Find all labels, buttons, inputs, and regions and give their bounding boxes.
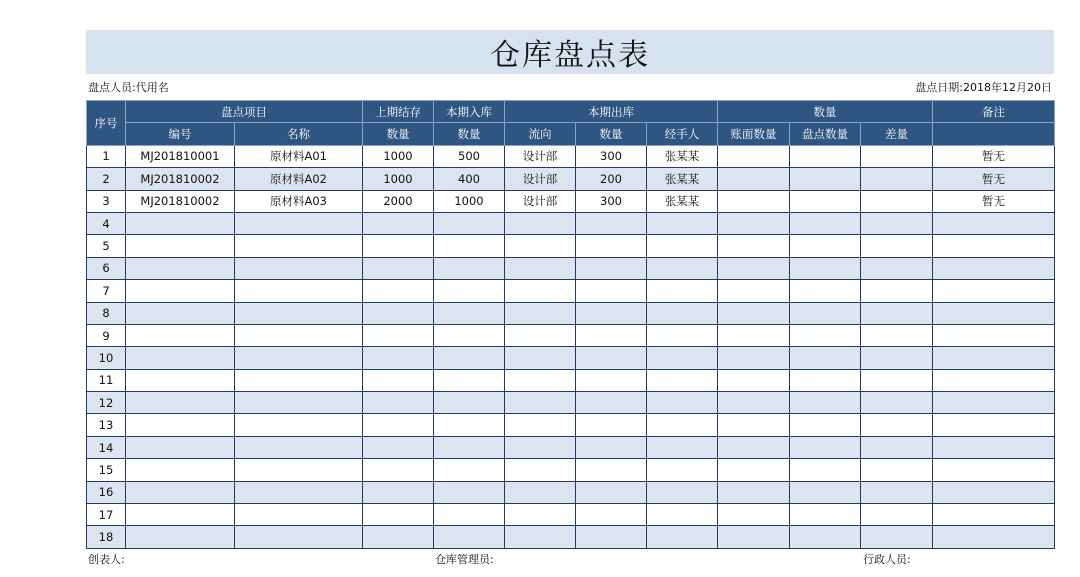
cell-code[interactable] (126, 302, 235, 324)
cell-name[interactable] (235, 324, 363, 346)
table-row (87, 459, 1055, 481)
cell-code[interactable]: MJ201810001 (126, 145, 235, 167)
cell-code[interactable] (126, 481, 235, 503)
table-row (87, 168, 1055, 190)
cell-out[interactable] (576, 526, 647, 548)
cell-diff[interactable] (861, 414, 933, 436)
cell-out[interactable] (576, 414, 647, 436)
cell-flow[interactable] (505, 414, 576, 436)
cell-prev[interactable] (363, 369, 434, 391)
header-diff: 差量 (861, 123, 933, 145)
cell-flow[interactable]: 设计部 (505, 190, 576, 212)
table-row (87, 324, 1055, 346)
creator-label: 创表人: (88, 553, 125, 566)
header-group-note: 备注 (933, 101, 1055, 123)
cell-note[interactable] (933, 481, 1055, 503)
cell-count[interactable] (790, 526, 861, 548)
cell-prev[interactable] (363, 302, 434, 324)
cell-count[interactable] (790, 324, 861, 346)
cell-in[interactable] (434, 526, 505, 548)
cell-count[interactable] (790, 436, 861, 458)
cell-seq[interactable]: 5 (87, 235, 126, 257)
cell-book[interactable] (718, 145, 790, 167)
cell-book[interactable] (718, 257, 790, 279)
cell-diff[interactable] (861, 145, 933, 167)
cell-in[interactable] (434, 392, 505, 414)
date-info (915, 79, 1052, 95)
cell-out[interactable] (576, 212, 647, 234)
cell-out[interactable] (576, 369, 647, 391)
cell-diff[interactable] (861, 235, 933, 257)
cell-note[interactable] (933, 235, 1055, 257)
cell-flow[interactable] (505, 504, 576, 526)
cell-book[interactable] (718, 302, 790, 324)
cell-flow[interactable] (505, 481, 576, 503)
cell-prev[interactable] (363, 504, 434, 526)
cell-note[interactable]: 暂无 (933, 145, 1055, 167)
cell-name[interactable]: 原材料A03 (235, 190, 363, 212)
cell-count[interactable] (790, 302, 861, 324)
cell-name[interactable] (235, 369, 363, 391)
cell-diff[interactable] (861, 190, 933, 212)
cell-book[interactable] (718, 168, 790, 190)
cell-flow[interactable] (505, 235, 576, 257)
cell-note[interactable]: 暂无 (933, 168, 1055, 190)
cell-seq[interactable]: 3 (87, 190, 126, 212)
cell-note[interactable] (933, 459, 1055, 481)
inventory-sheet (86, 30, 1054, 549)
meta-row (86, 74, 1054, 100)
cell-name[interactable] (235, 504, 363, 526)
cell-handler[interactable] (647, 347, 718, 369)
cell-in[interactable] (434, 436, 505, 458)
cell-diff[interactable] (861, 302, 933, 324)
cell-prev[interactable] (363, 414, 434, 436)
table-row (87, 414, 1055, 436)
cell-seq[interactable]: 8 (87, 302, 126, 324)
cell-out[interactable] (576, 392, 647, 414)
cell-count[interactable] (790, 347, 861, 369)
cell-prev[interactable] (363, 212, 434, 234)
cell-code[interactable] (126, 280, 235, 302)
cell-seq[interactable]: 15 (87, 459, 126, 481)
cell-in[interactable] (434, 459, 505, 481)
cell-count[interactable] (790, 504, 861, 526)
header-group-out: 本期出库 (505, 101, 718, 123)
cell-book[interactable] (718, 324, 790, 346)
cell-seq[interactable]: 6 (87, 257, 126, 279)
cell-diff[interactable] (861, 459, 933, 481)
cell-out[interactable] (576, 481, 647, 503)
header-note-empty (933, 123, 1055, 145)
cell-in[interactable] (434, 257, 505, 279)
cell-note[interactable] (933, 369, 1055, 391)
cell-handler[interactable] (647, 257, 718, 279)
cell-out[interactable] (576, 436, 647, 458)
header-group-item: 盘点项目 (126, 101, 363, 123)
cell-out[interactable] (576, 459, 647, 481)
cell-prev[interactable]: 2000 (363, 190, 434, 212)
cell-out[interactable] (576, 302, 647, 324)
cell-prev[interactable] (363, 347, 434, 369)
cell-flow[interactable] (505, 302, 576, 324)
cell-seq[interactable]: 10 (87, 347, 126, 369)
cell-name[interactable] (235, 280, 363, 302)
cell-out[interactable] (576, 504, 647, 526)
cell-code[interactable]: MJ201810002 (126, 190, 235, 212)
cell-book[interactable] (718, 414, 790, 436)
cell-out[interactable]: 200 (576, 168, 647, 190)
cell-count[interactable] (790, 168, 861, 190)
table-row (87, 392, 1055, 414)
cell-flow[interactable] (505, 280, 576, 302)
table-row (87, 369, 1055, 391)
cell-in[interactable] (434, 414, 505, 436)
cell-code[interactable] (126, 436, 235, 458)
cell-note[interactable]: 暂无 (933, 190, 1055, 212)
cell-flow[interactable]: 设计部 (505, 145, 576, 167)
cell-note[interactable] (933, 347, 1055, 369)
cell-in[interactable] (434, 481, 505, 503)
cell-flow[interactable] (505, 459, 576, 481)
header-in-qty: 数量 (434, 123, 505, 145)
cell-count[interactable] (790, 392, 861, 414)
cell-name[interactable] (235, 212, 363, 234)
inspector-label: 盘点人员: (88, 81, 136, 94)
cell-out[interactable] (576, 347, 647, 369)
header-out-qty: 数量 (576, 123, 647, 145)
cell-in[interactable]: 1000 (434, 190, 505, 212)
table-row (87, 235, 1055, 257)
cell-in[interactable] (434, 302, 505, 324)
table-row (87, 190, 1055, 212)
header-flow: 流向 (505, 123, 576, 145)
cell-in[interactable] (434, 212, 505, 234)
cell-out[interactable] (576, 257, 647, 279)
cell-book[interactable] (718, 504, 790, 526)
header-name: 名称 (235, 123, 363, 145)
cell-diff[interactable] (861, 504, 933, 526)
cell-handler[interactable] (647, 436, 718, 458)
cell-flow[interactable] (505, 212, 576, 234)
cell-count[interactable] (790, 235, 861, 257)
cell-note[interactable] (933, 526, 1055, 548)
cell-book[interactable] (718, 347, 790, 369)
cell-diff[interactable] (861, 212, 933, 234)
cell-seq[interactable]: 18 (87, 526, 126, 548)
cell-note[interactable] (933, 212, 1055, 234)
cell-handler[interactable]: 张某某 (647, 145, 718, 167)
cell-prev[interactable] (363, 436, 434, 458)
table-row (87, 212, 1055, 234)
cell-in[interactable] (434, 369, 505, 391)
inspector-value: 代用名 (135, 81, 169, 94)
header-code: 编号 (126, 123, 235, 145)
cell-handler[interactable]: 张某某 (647, 190, 718, 212)
cell-out[interactable] (576, 280, 647, 302)
cell-code[interactable] (126, 504, 235, 526)
cell-code[interactable] (126, 235, 235, 257)
sheet-title-bar (86, 30, 1054, 74)
cell-in[interactable] (434, 504, 505, 526)
cell-flow[interactable] (505, 392, 576, 414)
cell-handler[interactable] (647, 481, 718, 503)
cell-name[interactable] (235, 392, 363, 414)
cell-name[interactable] (235, 459, 363, 481)
table-row (87, 347, 1055, 369)
cell-book[interactable] (718, 526, 790, 548)
header-group-prev: 上期结存 (363, 101, 434, 123)
cell-handler[interactable]: 张某某 (647, 168, 718, 190)
cell-in[interactable]: 400 (434, 168, 505, 190)
cell-diff[interactable] (861, 369, 933, 391)
cell-diff[interactable] (861, 392, 933, 414)
header-group-in: 本期入库 (434, 101, 505, 123)
cell-handler[interactable] (647, 392, 718, 414)
table-row (87, 526, 1055, 548)
cell-flow[interactable] (505, 369, 576, 391)
cell-prev[interactable] (363, 526, 434, 548)
table-row (87, 257, 1055, 279)
cell-prev[interactable]: 1000 (363, 145, 434, 167)
admin-label: 行政人员: (863, 553, 911, 566)
cell-name[interactable]: 原材料A02 (235, 168, 363, 190)
cell-seq[interactable]: 11 (87, 369, 126, 391)
cell-diff[interactable] (861, 481, 933, 503)
header-seq: 序号 (87, 101, 126, 146)
cell-count[interactable] (790, 257, 861, 279)
cell-diff[interactable] (861, 168, 933, 190)
cell-handler[interactable] (647, 526, 718, 548)
cell-name[interactable] (235, 235, 363, 257)
cell-note[interactable] (933, 436, 1055, 458)
table-row (87, 145, 1055, 167)
cell-seq[interactable]: 16 (87, 481, 126, 503)
cell-seq[interactable]: 14 (87, 436, 126, 458)
cell-seq[interactable]: 1 (87, 145, 126, 167)
cell-code[interactable] (126, 526, 235, 548)
cell-count[interactable] (790, 212, 861, 234)
header-count-qty: 盘点数量 (790, 123, 861, 145)
cell-count[interactable] (790, 369, 861, 391)
table-row (87, 302, 1055, 324)
cell-seq[interactable]: 9 (87, 324, 126, 346)
cell-seq[interactable]: 13 (87, 414, 126, 436)
cell-prev[interactable] (363, 257, 434, 279)
cell-in[interactable] (434, 347, 505, 369)
cell-book[interactable] (718, 459, 790, 481)
cell-note[interactable] (933, 302, 1055, 324)
cell-prev[interactable] (363, 324, 434, 346)
cell-seq[interactable]: 12 (87, 392, 126, 414)
table-row (87, 504, 1055, 526)
cell-code[interactable] (126, 369, 235, 391)
cell-name[interactable] (235, 302, 363, 324)
cell-seq[interactable]: 7 (87, 280, 126, 302)
cell-book[interactable] (718, 190, 790, 212)
table-row (87, 481, 1055, 503)
cell-diff[interactable] (861, 280, 933, 302)
cell-count[interactable] (790, 280, 861, 302)
cell-book[interactable] (718, 436, 790, 458)
cell-prev[interactable] (363, 280, 434, 302)
cell-in[interactable] (434, 235, 505, 257)
cell-code[interactable] (126, 212, 235, 234)
cell-name[interactable] (235, 481, 363, 503)
cell-diff[interactable] (861, 257, 933, 279)
cell-flow[interactable] (505, 347, 576, 369)
header-group-qty: 数量 (718, 101, 933, 123)
cell-handler[interactable] (647, 504, 718, 526)
cell-name[interactable] (235, 436, 363, 458)
cell-note[interactable] (933, 392, 1055, 414)
cell-note[interactable] (933, 324, 1055, 346)
cell-seq[interactable]: 4 (87, 212, 126, 234)
cell-handler[interactable] (647, 414, 718, 436)
cell-name[interactable] (235, 414, 363, 436)
cell-code[interactable] (126, 414, 235, 436)
signature-footer (88, 551, 1054, 569)
cell-prev[interactable] (363, 481, 434, 503)
table-row (87, 280, 1055, 302)
header-book-qty: 账面数量 (718, 123, 790, 145)
cell-handler[interactable] (647, 324, 718, 346)
cell-code[interactable] (126, 459, 235, 481)
cell-prev[interactable]: 1000 (363, 168, 434, 190)
cell-book[interactable] (718, 369, 790, 391)
cell-out[interactable] (576, 324, 647, 346)
cell-prev[interactable] (363, 392, 434, 414)
cell-diff[interactable] (861, 436, 933, 458)
cell-book[interactable] (718, 212, 790, 234)
header-prev-qty: 数量 (363, 123, 434, 145)
cell-name[interactable]: 原材料A01 (235, 145, 363, 167)
cell-book[interactable] (718, 392, 790, 414)
header-row-groups (87, 101, 1055, 123)
cell-code[interactable] (126, 324, 235, 346)
cell-handler[interactable] (647, 459, 718, 481)
cell-code[interactable] (126, 347, 235, 369)
manager-label: 仓库管理员: (435, 553, 494, 566)
cell-out[interactable] (576, 235, 647, 257)
cell-count[interactable] (790, 481, 861, 503)
cell-count[interactable] (790, 459, 861, 481)
cell-out[interactable]: 300 (576, 145, 647, 167)
cell-code[interactable] (126, 392, 235, 414)
cell-flow[interactable]: 设计部 (505, 168, 576, 190)
cell-book[interactable] (718, 481, 790, 503)
table-body (87, 145, 1055, 548)
cell-flow[interactable] (505, 436, 576, 458)
cell-handler[interactable] (647, 235, 718, 257)
cell-name[interactable] (235, 257, 363, 279)
table-row (87, 436, 1055, 458)
header-row-sub (87, 123, 1055, 145)
cell-in[interactable]: 500 (434, 145, 505, 167)
cell-in[interactable] (434, 280, 505, 302)
inspector-info (88, 79, 169, 95)
cell-book[interactable] (718, 235, 790, 257)
inventory-table (86, 100, 1055, 549)
cell-code[interactable] (126, 257, 235, 279)
cell-note[interactable] (933, 257, 1055, 279)
cell-seq[interactable]: 17 (87, 504, 126, 526)
cell-note[interactable] (933, 414, 1055, 436)
cell-in[interactable] (434, 324, 505, 346)
header-handler: 经手人 (647, 123, 718, 145)
cell-count[interactable] (790, 414, 861, 436)
cell-flow[interactable] (505, 257, 576, 279)
cell-diff[interactable] (861, 347, 933, 369)
cell-out[interactable]: 300 (576, 190, 647, 212)
sheet-title: 仓库盘点表 (490, 38, 650, 73)
cell-note[interactable] (933, 504, 1055, 526)
cell-count[interactable] (790, 190, 861, 212)
cell-prev[interactable] (363, 235, 434, 257)
cell-flow[interactable] (505, 526, 576, 548)
cell-handler[interactable] (647, 302, 718, 324)
cell-flow[interactable] (505, 324, 576, 346)
cell-code[interactable]: MJ201810002 (126, 168, 235, 190)
cell-name[interactable] (235, 526, 363, 548)
cell-diff[interactable] (861, 324, 933, 346)
cell-handler[interactable] (647, 369, 718, 391)
cell-prev[interactable] (363, 459, 434, 481)
cell-seq[interactable]: 2 (87, 168, 126, 190)
cell-book[interactable] (718, 280, 790, 302)
cell-note[interactable] (933, 280, 1055, 302)
cell-name[interactable] (235, 347, 363, 369)
cell-count[interactable] (790, 145, 861, 167)
cell-diff[interactable] (861, 526, 933, 548)
date-value: 2018年12月20日 (963, 81, 1052, 94)
cell-handler[interactable] (647, 280, 718, 302)
cell-handler[interactable] (647, 212, 718, 234)
date-label: 盘点日期: (915, 81, 963, 94)
